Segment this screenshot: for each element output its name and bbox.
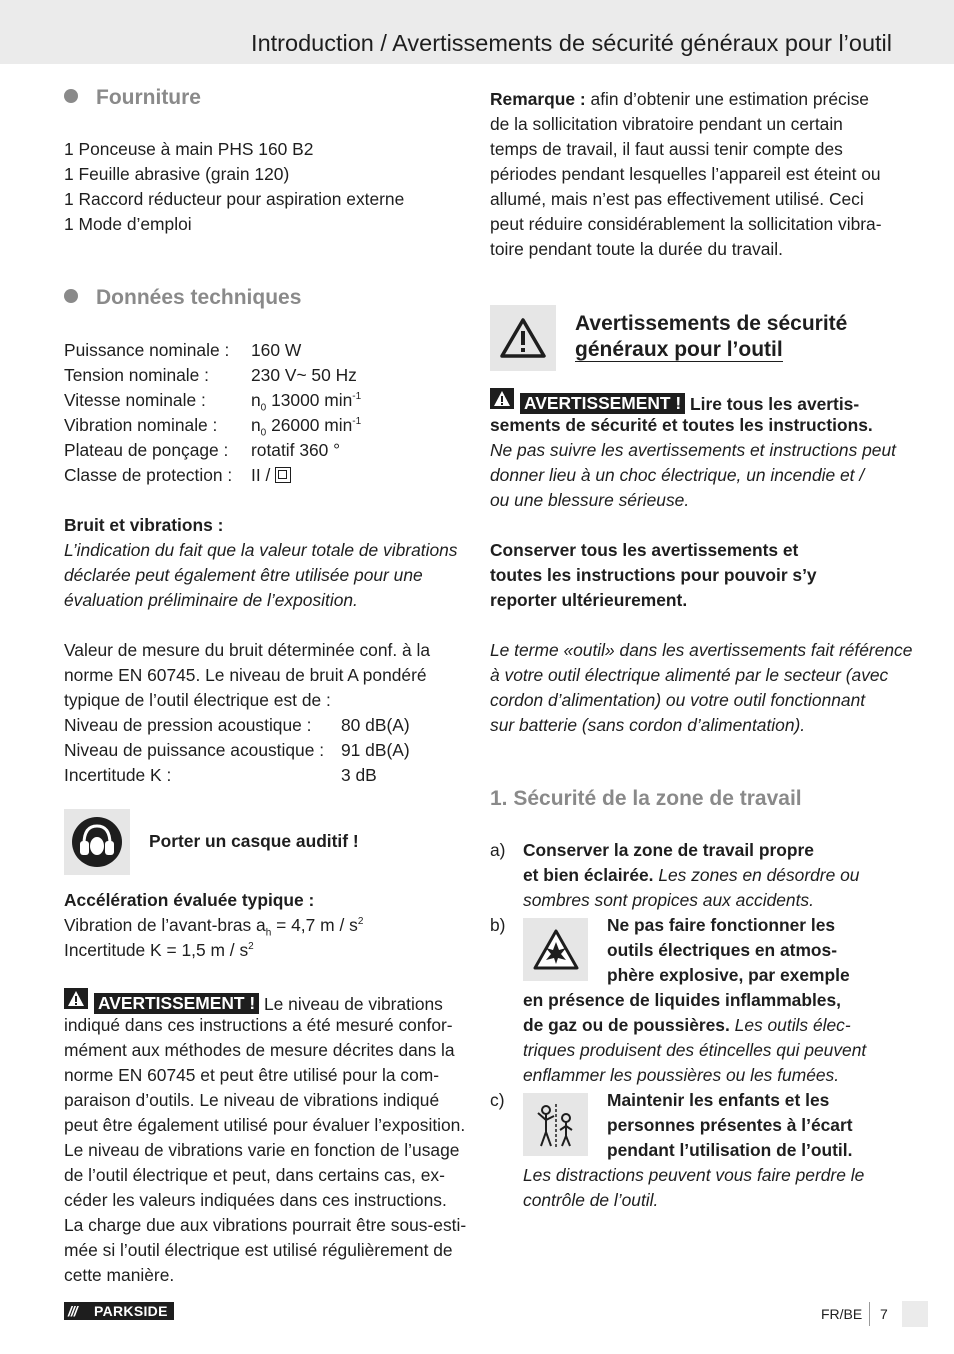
noise-value: 80 dB(A) [341, 715, 410, 735]
item-c-line: Maintenir les enfants et les [607, 1090, 830, 1110]
accel-line: Incertitude K = 1,5 m / $s^2$ [64, 940, 254, 960]
item-b-line: Ne pas faire fonctionner les [607, 915, 836, 935]
warning-triangle-icon [499, 317, 547, 359]
item-c-label: c) [490, 1090, 505, 1110]
warning-left-line: Le niveau de vibrations varie en fonction de l’usage [64, 1140, 460, 1160]
safety-warning-first-line: AVERTISSEMENT ! Lire tous les avertis- [490, 388, 859, 417]
item-a-line: et bien éclairée. Les zones en désordre ou [523, 865, 860, 885]
page-title: Introduction / Avertissements de sécurité généraux pour l’outil [251, 30, 892, 56]
footer-tab-marker [902, 1301, 928, 1327]
item-b-line: de gaz ou de poussières. Les outils élec- [523, 1015, 851, 1035]
tech-value: rotatif 360 ° [251, 440, 341, 460]
explosion-icon-box [523, 918, 588, 981]
fourniture-item: 1 Feuille abrasive (grain 120) [64, 164, 290, 184]
item-c-line: Les distractions peuvent vous faire perdre le [523, 1165, 865, 1185]
warning-left-line: de l’outil électrique et peut, dans certains cas, ex- [64, 1165, 445, 1185]
tech-value: $n_0$ 13000 $\min^{-1}$ [251, 390, 362, 414]
tech-label: Vibration nominale : [64, 415, 218, 435]
item-c-line: pendant l’utilisation de l’outil. [607, 1140, 853, 1160]
item-a-line: sombres sont propices aux accidents. [523, 890, 814, 910]
item-b-line: triques produisent des étincelles qui peuvent [523, 1040, 867, 1060]
remark-line: temps de travail, il faut aussi tenir compte des [490, 139, 843, 159]
warning-left-line: La charge due aux vibrations pourrait être sous-esti- [64, 1215, 467, 1235]
safety-heading-line1: Avertissements de sécurité [575, 312, 848, 335]
keep-children-away-icon [531, 1100, 581, 1150]
safety-italic-line: Ne pas suivre les avertissements et instructions peut [490, 440, 896, 460]
remark-line: de la sollicitation vibratoire pendant un certain [490, 114, 843, 134]
safety-italic-line: ou une blessure sérieuse. [490, 490, 690, 510]
noise-heading: Bruit et vibrations : [64, 515, 224, 535]
item-a-label: a) [490, 840, 506, 860]
noise-text-line: Valeur de mesure du bruit déterminée conf. à la [64, 640, 431, 660]
noise-value: 91 dB(A) [341, 740, 410, 760]
safety-heading-line2: généraux pour l’outil [575, 338, 783, 361]
item-b-line: en présence de liquides inflammables, [523, 990, 841, 1010]
noise-value: 3 dB [341, 765, 377, 785]
warning-left-line: norme EN 60745 et peut être utilisé pour la com- [64, 1065, 440, 1085]
safety-bold-line: sements de sécurité et toutes les instructions. [490, 415, 873, 435]
keep-away-icon-box [523, 1093, 588, 1156]
tech-label: Tension nominale : [64, 365, 210, 385]
explosive-atmosphere-icon [532, 928, 580, 972]
page-number: 7 [880, 1306, 888, 1322]
item-b-line: enflammer les poussières ou les fumées. [523, 1065, 840, 1085]
item-b-label: b) [490, 915, 506, 935]
keep-instructions-line: toutes les instructions pour pouvoir s’y [490, 565, 817, 585]
fourniture-item: 1 Mode d’emploi [64, 214, 192, 234]
warning-left-line: peut être également utilisé pour évaluer l’exposition. [64, 1115, 466, 1135]
ear-protection-icon-box [64, 809, 130, 875]
tech-heading: Données techniques [64, 284, 301, 312]
fourniture-item: 1 Raccord réducteur pour aspiration externe [64, 189, 405, 209]
term-line: Le terme «outil» dans les avertissements fait référence [490, 640, 913, 660]
tech-label: Vitesse nominale : [64, 390, 206, 410]
safety-italic-line: donner lieu à un choc électrique, un incendie et / [490, 465, 865, 485]
warning-triangle-icon [490, 388, 514, 409]
accel-line: Vibration de l’avant-bras $a_h = 4,7$ m / $s^2$ [64, 915, 364, 939]
tech-value: 160 W [251, 340, 302, 360]
ear-protection-text: Porter un casque auditif ! [149, 831, 359, 851]
noise-italic-line: évaluation préliminaire de l’exposition. [64, 590, 358, 610]
language-code: FR/BE [821, 1306, 863, 1322]
accel-heading: Accélération évaluée typique : [64, 890, 315, 910]
keep-instructions-line: Conserver tous les avertissements et [490, 540, 799, 560]
tech-label: Classe de protection : [64, 465, 233, 485]
bullet-icon [64, 89, 78, 103]
item-b-line: phère explosive, par exemple [607, 965, 850, 985]
ear-protection-icon [71, 816, 123, 868]
warning-left-line: mée si l’outil électrique est utilisé régulièrement de [64, 1240, 453, 1260]
remark-line: peut réduire considérablement la sollicitation vibra- [490, 214, 882, 234]
remark-line: toire pendant toute la durée du travail. [490, 239, 783, 259]
noise-italic-line: L’indication du fait que la valeur totale de vibrations [64, 540, 458, 560]
tech-label: Plateau de ponçage : [64, 440, 229, 460]
remark-line: périodes pendant lesquelles l’appareil est éteint ou [490, 164, 881, 184]
remark-first-line: Remarque : afin d’obtenir une estimation précise [490, 89, 869, 109]
safety-warning-icon-box [490, 305, 556, 371]
term-line: cordon d’alimentation) ou votre outil fonctionnant [490, 690, 866, 710]
noise-label: Niveau de puissance acoustique : [64, 740, 325, 760]
warning-left-first-line: AVERTISSEMENT ! Le niveau de vibrations [64, 988, 443, 1017]
item-c-line: contrôle de l’outil. [523, 1190, 659, 1210]
tech-value: $n_0$ 26000 $\min^{-1}$ [251, 415, 362, 439]
warning-triangle-icon [64, 988, 88, 1009]
item-b-line: outils électriques en atmos- [607, 940, 838, 960]
item-c-line: personnes présentes à l’écart [607, 1115, 853, 1135]
warning-left-line: cette manière. [64, 1265, 175, 1285]
warning-left-line: céder les valeurs indiquées dans ces instructions. [64, 1190, 447, 1210]
tech-label: Puissance nominale : [64, 340, 230, 360]
work-area-heading: 1. Sécurité de la zone de travail [490, 787, 802, 810]
noise-text-line: typique de l’outil électrique est de : [64, 690, 331, 710]
bullet-icon [64, 289, 78, 303]
tech-value: 230 V~ 50 Hz [251, 365, 357, 385]
tech-value: II / [251, 463, 291, 488]
noise-text-line: norme EN 60745. Le niveau de bruit A pondéré [64, 665, 427, 685]
fourniture-item: 1 Ponceuse à main PHS 160 B2 [64, 139, 314, 159]
fourniture-heading: Fourniture [64, 84, 201, 112]
noise-label: Incertitude K : [64, 765, 172, 785]
warning-tag: AVERTISSEMENT ! [94, 993, 259, 1014]
keep-instructions-line: reporter ultérieurement. [490, 590, 688, 610]
class-ii-icon [275, 467, 291, 483]
remark-line: allumé, mais n’est pas effectivement utilisé. Ceci [490, 189, 864, 209]
warning-tag: AVERTISSEMENT ! [520, 393, 685, 414]
warning-left-line: indiqué dans ces instructions a été mesuré confor- [64, 1015, 453, 1035]
warning-left-line: paraison d’outils. Le niveau de vibrations indiqué [64, 1090, 440, 1110]
term-line: sur batterie (sans cordon d’alimentation). [490, 715, 806, 735]
noise-label: Niveau de pression acoustique : [64, 715, 312, 735]
noise-italic-line: déclarée peut également être utilisée pour une [64, 565, 423, 585]
footer-divider [869, 1302, 870, 1326]
item-a-line: Conserver la zone de travail propre [523, 840, 814, 860]
parkside-logo: /// PARKSIDE [64, 1302, 174, 1320]
warning-left-line: mément aux méthodes de mesure décrites dans la [64, 1040, 455, 1060]
term-line: à votre outil électrique alimenté par le secteur (avec [490, 665, 889, 685]
